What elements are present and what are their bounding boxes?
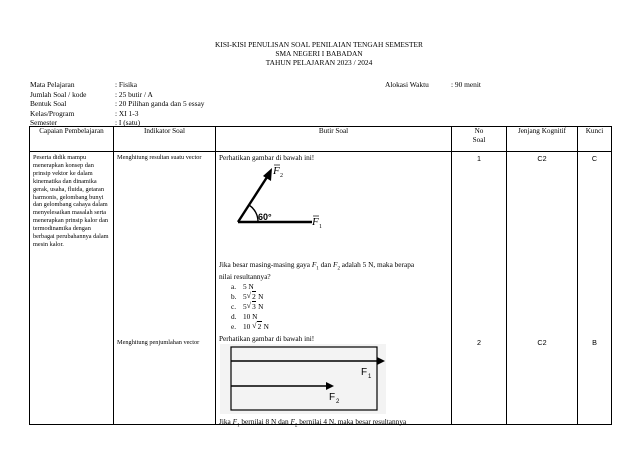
figure-background [220,344,386,414]
option-e [231,322,269,332]
option-radicand: 2 [257,321,262,331]
kunci-2: B [592,338,597,347]
meta-bentuk-label: Bentuk Soal [30,99,67,108]
q1-stem-a: Jika besar masing-masing gaya [219,260,312,269]
col-header-kunci: Kunci [578,127,612,152]
meta-bentuk-value: : 20 Pilihan ganda dan 5 essay [115,99,205,108]
option-radicand: 3 [252,301,256,311]
q1-stem-f1-sub: 1 [316,266,319,272]
col-header-butir: Butir Soal [216,127,452,152]
q2-stem-b: bernilai 4 N, maka besar resultannya [297,417,407,426]
vector-f1-label: F [312,216,319,228]
doc-title-school: SMA NEGERI I BABADAN [275,49,363,58]
option-d [231,312,269,322]
q2-stem-a: Jika [219,417,233,426]
meta-kelas-label: Kelas/Program [30,108,75,118]
angle-arc [249,205,258,222]
vector-f1-subscript: 1 [319,224,322,230]
q2-stem-f1: F [232,417,238,426]
vector-f1-label: F [361,367,368,378]
angle-label: 60° [258,212,272,222]
option-text: 5 [243,291,247,301]
q1-stem-f2-sub: 2 [337,266,340,272]
kunci-1: C [591,154,598,163]
sqrt-symbol [252,322,262,332]
option-text: 10 [243,321,253,331]
q2-prompt: Perhatikan gambar di bawah ini! [219,334,315,343]
q1-stem-dan: dan [318,260,333,269]
q1-stem-line2: nilai resultannya? [219,272,271,281]
jenjang-2: C2 [537,338,547,347]
kunci-cell [578,152,612,425]
no-cell [452,152,507,425]
vector-f2-label: F [329,392,336,403]
q2-stem-mid: bernilai 8 N dan [239,417,291,426]
jenjang-1: C2 [537,154,547,163]
vector-f2-subscript: 2 [336,399,340,405]
vector-f2-label: F [273,165,280,177]
option-letter: b. [231,291,237,301]
q1-stem-b: adalah 5 N, maka berapa [339,260,415,269]
vector-f1-subscript: 1 [368,374,372,380]
col-header-no: No Soal [452,127,507,152]
table-header-row [30,127,612,152]
q2-stem-f2-sub: 2 [294,423,298,429]
meta-kelas-value: : XI 1-3 [115,108,139,118]
indikator-cell [114,152,216,425]
kisi-table [29,126,612,429]
q1-vector-figure [232,162,332,232]
meta-semester-value: : I (satu) [115,118,141,127]
meta-semester-label: Semester [30,118,58,127]
q2-stem-f2: F [290,417,295,426]
meta-mapel-value: : Fisika [115,80,137,89]
option-unit: N [256,291,264,301]
option-unit: N [256,301,264,311]
meta-alokasi-label: Alokasi Waktu [385,80,429,89]
indikator-2: Menghitung penjumlahan vector [117,339,200,346]
option-radicand: 2 [252,291,256,301]
meta-jumlah-label: Jumlah Soal / kode [30,89,87,99]
meta-mapel-label: Mata Pelajaran [30,80,75,89]
no-soal-2: 2 [477,338,481,347]
capaian-cell [30,152,114,425]
meta-alokasi-value: : 90 menit [451,80,481,89]
indikator-1: Menghitung resultan suatu vector [117,154,202,161]
option-letter: d. [231,311,237,321]
doc-title-year: TAHUN PELAJARAN 2023 / 2024 [265,58,373,67]
table-row [30,152,612,425]
no-soal-1: 1 [477,154,481,163]
option-c [231,302,269,312]
doc-title-line1: KISI-KISI PENULISAN SOAL PENILAIAN TENGAH SEMESTER [215,40,423,49]
q1-options [231,282,269,332]
col-header-indikator: Indikator Soal [114,127,216,152]
option-letter: a. [231,282,237,291]
option-letter: c. [231,301,237,311]
option-text: 5 N [243,282,254,291]
option-text: 5 [243,301,247,311]
q1-stem-f2: F [332,260,338,269]
option-letter: e. [231,321,237,331]
butir-cell [216,152,452,429]
col-header-capaian: Capaian Pembelajaran [30,127,114,152]
vector-f2-subscript: 2 [280,173,283,179]
jenjang-cell [507,152,578,425]
option-unit: N [261,321,269,331]
col-header-jenjang: Jenjang Kognitif [507,127,578,152]
option-text: 10 N [243,311,258,321]
sqrt-symbol [247,302,257,312]
q2-vector-figure [220,344,386,414]
q2-stem [219,417,406,431]
q2-stem-f1-sub: 1 [237,423,240,429]
q1-stem-f1: F [311,260,317,269]
capaian-text: Peserta didik mampu menerapkan konsep dan prinsip vektor ke dalam kinematika dan dinamika gerak, usaha, fluida, getaran harmonis, gelombang bunyi dan gelombang cahaya dalam menyelesaikan masalah serta menerapkan prinsip kalor dan termodinamika dengan berbagai perubahannya dalam mesin kalor. [33,154,109,248]
q1-prompt: Perhatikan gambar di bawah ini! [219,153,315,162]
meta-jumlah-value: : 25 butir / A [115,89,153,99]
